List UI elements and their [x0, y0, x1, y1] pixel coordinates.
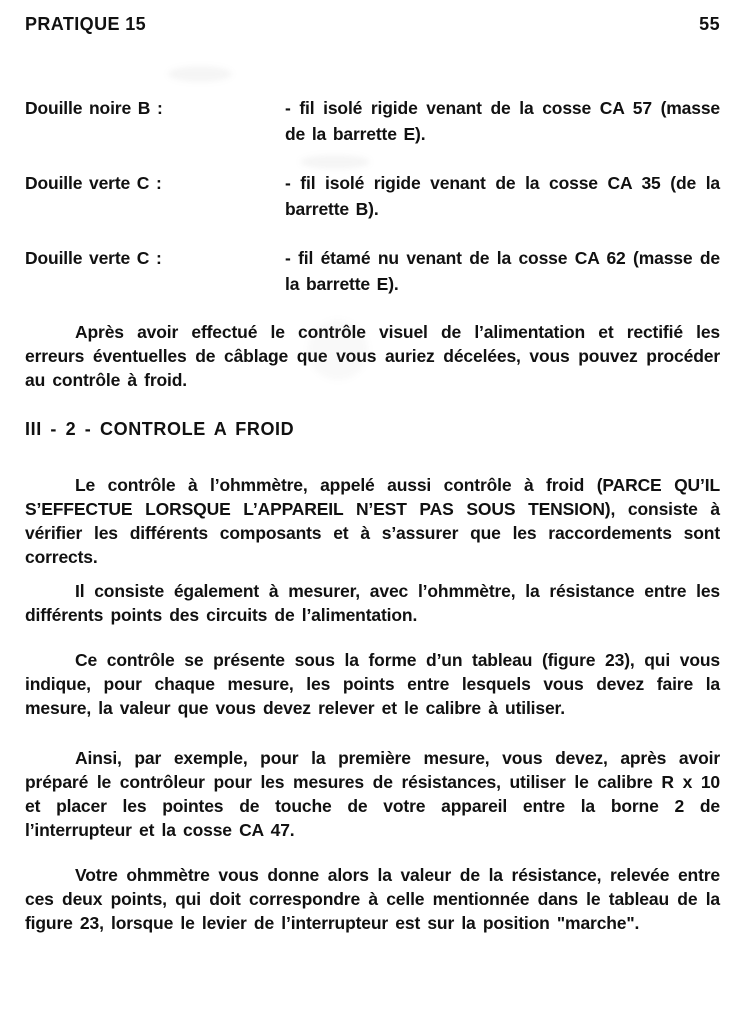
socket-description: - fil isolé rigide venant de la cosse CA 57 (masse de la barrette E).: [285, 98, 720, 144]
socket-description: - fil isolé rigide venant de la cosse CA 35 (de la barrette B).: [285, 173, 720, 219]
paragraph-cold-check-definition: Le contrôle à l’ohmmètre, appelé aussi contrôle à froid (PARCE QU’IL S’EFFECTUE LORSQUE L’APPAREIL N’EST PAS SOUS TENSION), consiste à vérifier les différents composants et à s’assurer que les raccordements sont corrects.: [25, 475, 720, 567]
socket-wiring-list: [25, 95, 720, 297]
list-item: [25, 245, 720, 297]
page-header: [25, 14, 720, 34]
socket-term-douille-verte-c-2: Douille verte C :: [25, 248, 162, 268]
list-item: [25, 95, 720, 147]
paragraph-table-figure-23: Ce contrôle se présente sous la forme d’un tableau (figure 23), qui vous indique, pour chaque mesure, les points entre lesquels vous devez faire la mesure, la valeur que vous devez relever et le calibre à utiliser.: [25, 650, 720, 718]
page-number: 55: [699, 14, 720, 34]
socket-description: - fil étamé nu venant de la cosse CA 62 (masse de la barrette E).: [285, 248, 720, 294]
paragraph-resistance-measure: Il consiste également à mesurer, avec l’ohmmètre, la résistance entre les différents points des circuits de l’alimentation.: [25, 581, 720, 625]
section-heading-controle-a-froid: III - 2 - CONTROLE A FROID: [25, 419, 295, 439]
list-item: [25, 170, 720, 222]
paragraph-first-measure-example: Ainsi, par exemple, pour la première mesure, vous devez, après avoir préparé le contrôleur pour les mesures de résistances, utiliser le calibre R x 10 et placer les pointes de touche de votre appareil entre la borne 2 de l’interrupteur et la cosse CA 47.: [25, 748, 720, 840]
socket-term-douille-verte-c-1: Douille verte C :: [25, 173, 162, 193]
paragraph-ohmmeter-reading: Votre ohmmètre vous donne alors la valeur de la résistance, relevée entre ces deux points, qui doit correspondre à celle mentionnée dans le tableau de la figure 23, lorsque le levier de l’interrupteur est sur la position "marche".: [25, 865, 720, 933]
paragraph-visual-check-conclusion: Après avoir effectué le contrôle visuel de l’alimentation et rectifié les erreurs éventuelles de câblage que vous auriez décelées, vous pouvez procéder au contrôle à froid.: [25, 322, 720, 390]
socket-term-douille-noire-b: Douille noire B :: [25, 98, 163, 118]
running-title: PRATIQUE 15: [25, 14, 147, 34]
scan-artifact: [168, 66, 232, 82]
